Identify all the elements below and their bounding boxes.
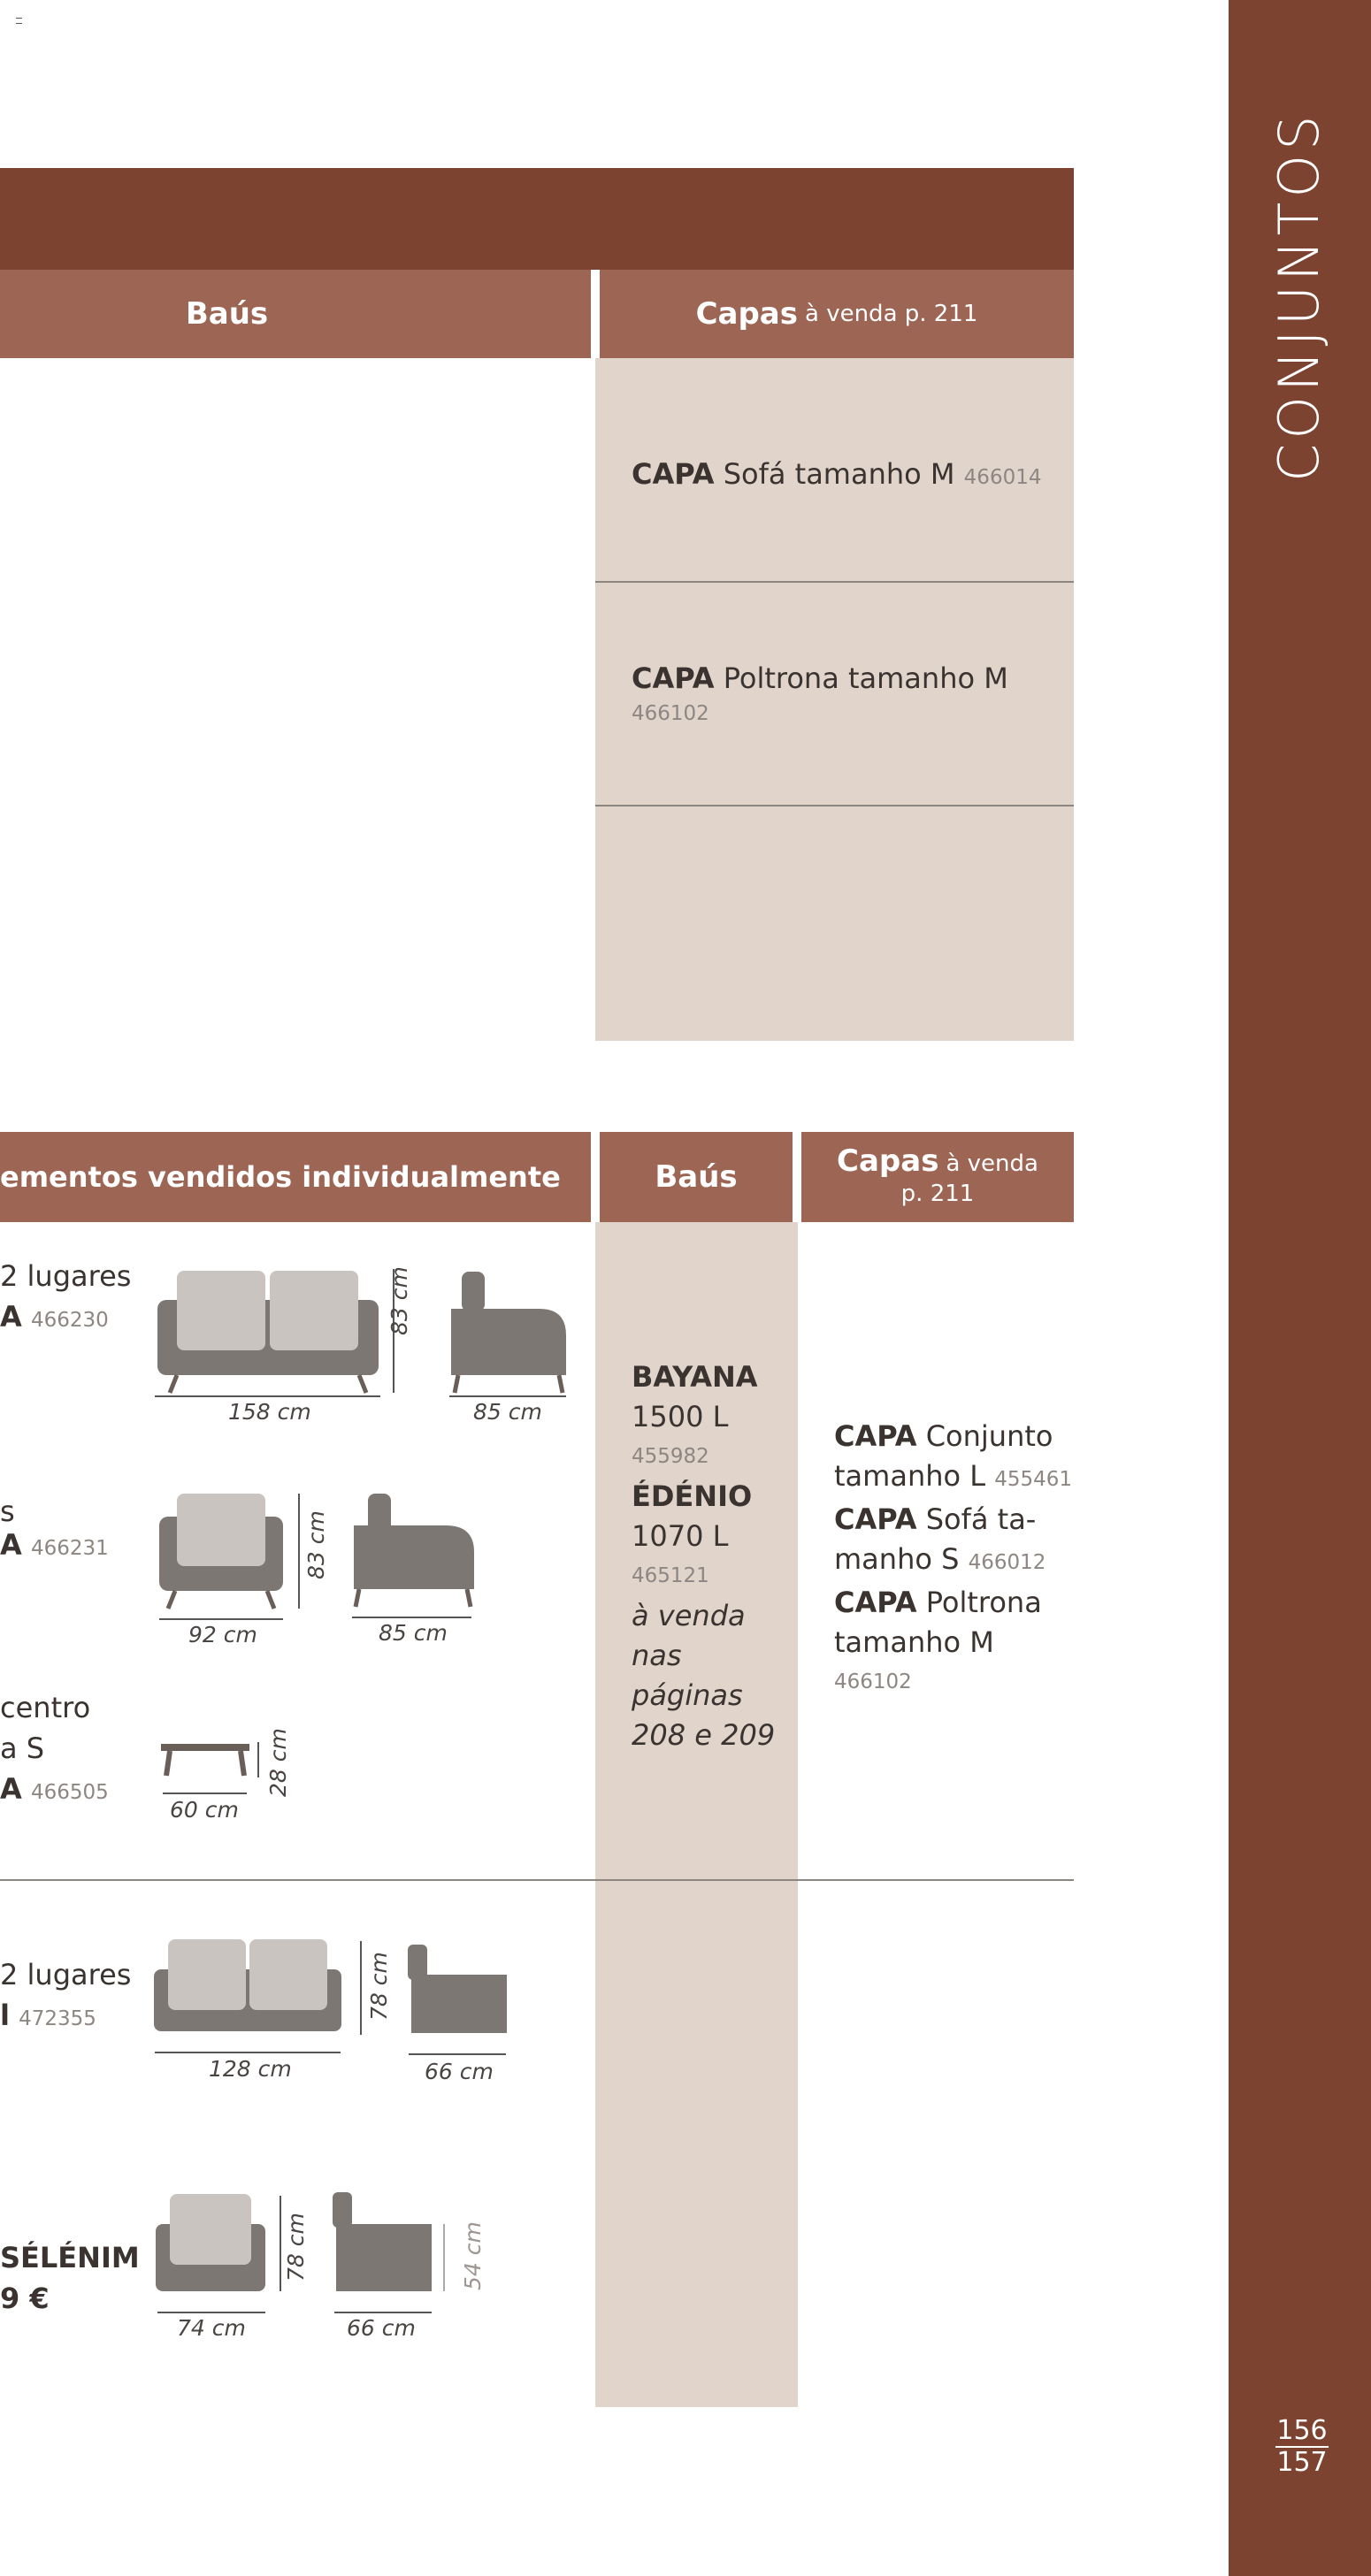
- capa-ref: 466102: [834, 1670, 912, 1693]
- item-4: [0, 1954, 131, 2039]
- bau-volume: 1500 L: [632, 1400, 729, 1433]
- baus-list: [632, 1357, 775, 1755]
- item-ref: 466230: [30, 1309, 109, 1332]
- top-col-capas-note: à venda p. 211: [805, 301, 978, 327]
- bottom-capas-list: [834, 1417, 1072, 1702]
- corner-mark: [16, 18, 22, 24]
- dim-side-width-5: 66 cm: [347, 2315, 416, 2341]
- item-1: [0, 1256, 131, 1341]
- dim-line-5: [157, 2312, 265, 2313]
- bau-ref: 465121: [632, 1564, 709, 1587]
- dim-height-1: 83 cm: [387, 1266, 412, 1335]
- sofa-2-seat-side-drawing: [442, 1265, 575, 1397]
- top-col-baus: [0, 270, 591, 358]
- item-name: SÉLÉNIM: [0, 2241, 140, 2274]
- capa-ref: 466014: [963, 466, 1042, 489]
- bottom-col-elementos: [0, 1132, 591, 1222]
- armchair-b-front-drawing: [152, 2189, 303, 2312]
- dim-line-4b: [409, 2053, 506, 2055]
- item-brand: A: [0, 1772, 22, 1806]
- item-name: s: [0, 1494, 15, 1528]
- top-table-header-bar: [0, 168, 1074, 270]
- capa-text: Sofá ta-: [925, 1502, 1037, 1536]
- bottom-row-divider: [0, 1879, 1074, 1881]
- capa-label: CAPA: [632, 457, 715, 491]
- dim-height-4: 78 cm: [366, 1952, 392, 2021]
- capa-text-2: manho S: [834, 1542, 960, 1576]
- dim-seat-height-5: 54 cm: [460, 2221, 486, 2290]
- capa-label: CAPA: [632, 661, 715, 695]
- bau-name: ÉDÉNIO: [632, 1479, 753, 1513]
- capa-text: Poltrona: [925, 1586, 1042, 1619]
- capa-ref: 466012: [968, 1551, 1046, 1574]
- top-col-capas: [600, 270, 1074, 358]
- sofa-2-seat-b-front-drawing: [150, 1932, 389, 2056]
- top-row-divider-2: [595, 805, 1074, 806]
- dim-line-2: [159, 1618, 283, 1620]
- item-brand: A: [0, 1300, 22, 1334]
- item-name-2: a S: [0, 1731, 45, 1765]
- dim-height-5: 78 cm: [283, 2213, 309, 2282]
- top-col-baus-label: Baús: [185, 296, 269, 332]
- bottom-col-baus: [600, 1132, 793, 1222]
- item-2: [0, 1494, 109, 1569]
- sofa-2-seat-b-side-drawing: [402, 1941, 517, 2047]
- dim-line-4: [155, 2052, 341, 2053]
- bottom-col-capas-note: à venda: [946, 1150, 1038, 1177]
- capa-label: CAPA: [834, 1586, 917, 1619]
- page-number-right: 157: [1276, 2447, 1328, 2478]
- page-number-left: 156: [1276, 2415, 1328, 2446]
- top-row-divider-1: [595, 581, 1074, 583]
- item-brand: A: [0, 1528, 22, 1562]
- bau-note: páginas: [632, 1678, 743, 1712]
- dim-height-3: 28 cm: [265, 1728, 291, 1797]
- dim-side-width-1: 85 cm: [473, 1399, 542, 1425]
- item-name: 2 lugares: [0, 1259, 132, 1293]
- dim-line-5b: [334, 2312, 432, 2313]
- page-numbers: [1275, 2416, 1329, 2478]
- dim-line-1: [155, 1395, 380, 1397]
- armchair-side-drawing: [348, 1490, 481, 1614]
- item-3: [0, 1687, 109, 1813]
- bau-note: à venda: [632, 1599, 746, 1632]
- top-capa-2: [632, 659, 1008, 730]
- bottom-col-baus-label: Baús: [655, 1159, 738, 1195]
- dim-front-width-3: 60 cm: [170, 1797, 239, 1823]
- armchair-b-side-drawing: [327, 2189, 460, 2308]
- bottom-col-capas-page: p. 211: [900, 1180, 975, 1207]
- dim-front-width-1: 158 cm: [228, 1399, 311, 1425]
- dim-line-3: [163, 1792, 247, 1794]
- capa-text: Conjunto: [925, 1419, 1053, 1453]
- dim-front-width-5: 74 cm: [177, 2315, 246, 2341]
- dim-front-width-2: 92 cm: [188, 1622, 257, 1647]
- capa-text-2: tamanho L: [834, 1459, 986, 1493]
- item-price: 9 €: [0, 2282, 50, 2315]
- item-ref: 466231: [30, 1537, 109, 1560]
- item-name: centro: [0, 1691, 91, 1724]
- bottom-col-capas: [801, 1132, 1074, 1222]
- item-name: 2 lugares: [0, 1958, 132, 1991]
- dim-side-width-4: 66 cm: [425, 2059, 494, 2084]
- capa-ref: 466102: [632, 702, 709, 725]
- capa-text-2: tamanho M: [834, 1625, 994, 1659]
- section-title: CONJUNTOS: [1267, 111, 1331, 482]
- bau-note: nas: [632, 1639, 682, 1672]
- capa-label: CAPA: [834, 1502, 917, 1536]
- item-ref: 466505: [30, 1781, 109, 1804]
- dim-front-width-4: 128 cm: [209, 2056, 292, 2082]
- bau-volume: 1070 L: [632, 1519, 729, 1553]
- capa-text: Poltrona tamanho M: [723, 661, 1008, 695]
- bau-ref: 455982: [632, 1445, 709, 1468]
- armchair-front-drawing: [156, 1490, 315, 1623]
- bottom-col-elementos-label: ementos vendidos individualmente: [0, 1160, 561, 1194]
- dim-height-2: 83 cm: [303, 1510, 329, 1579]
- item-ref: 472355: [19, 2007, 96, 2030]
- bottom-col-capas-label: Capas: [837, 1143, 939, 1179]
- top-col-capas-label: Capas: [695, 296, 798, 332]
- bau-note: 208 e 209: [632, 1718, 776, 1752]
- dim-line-2b: [352, 1617, 471, 1618]
- dim-side-width-2: 85 cm: [379, 1620, 448, 1646]
- dim-line-1b: [449, 1395, 566, 1397]
- sofa-2-seat-front-drawing: [150, 1260, 425, 1402]
- capa-ref: 455461: [994, 1468, 1073, 1491]
- bau-name: BAYANA: [632, 1360, 758, 1394]
- item-brand: l: [0, 1999, 10, 2032]
- capa-text: Sofá tamanho M: [723, 457, 955, 491]
- item-5: [0, 2237, 140, 2319]
- capa-label: CAPA: [834, 1419, 917, 1453]
- top-capa-1: [632, 455, 1041, 497]
